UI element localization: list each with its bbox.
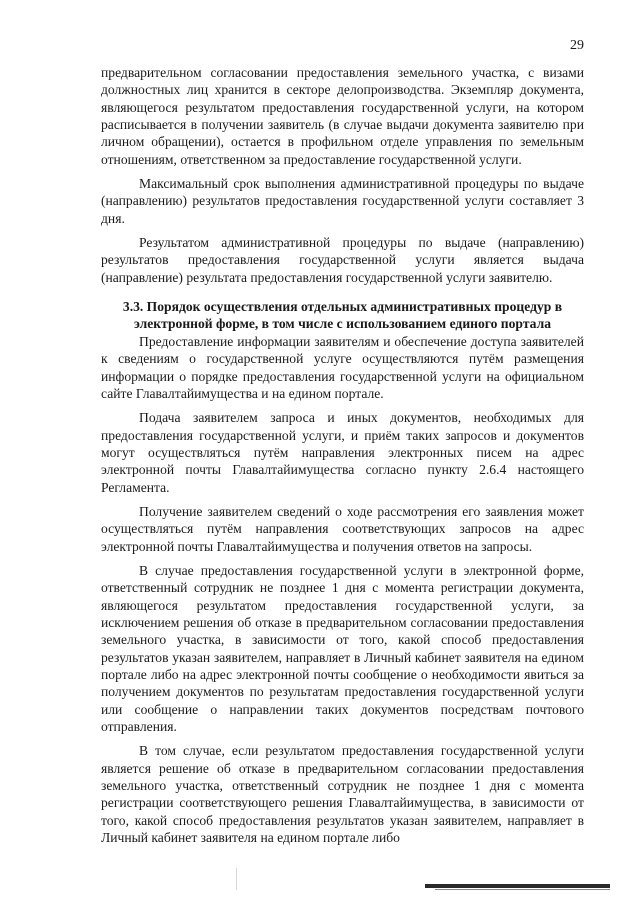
paragraph-max-term: Максимальный срок выполнения административной процедуры по выдаче (направлению) результатов предоставления государственной услуги составляет 3 дня. [101,176,584,226]
paragraph-submission: Подача заявителем запроса и иных документов, необходимых для предоставления государственной услуги, и приём таких запросов и документов могут осуществляться путём направления электронных писем на адрес электронной почты Главалтайимущества согласно пункту 2.6.4 настоящего Регламента. [101,410,584,495]
section-heading: 3.3. Порядок осуществления отдельных административных процедур в электронной форме, в том числе с использованием единого портала [122,299,563,332]
paragraph-result: Результатом административной процедуры по выдаче (направлению) результатов предоставления государственной услуги является выдача (направление) результата предоставления государственной услуги заявителю. [101,235,584,285]
paragraph-status-info: Получение заявителем сведений о ходе рассмотрения его заявления может осуществляться путём направления соответствующих запросов на адрес электронной почты Главалтайимущества и получения ответов на запросы. [101,503,584,554]
paragraph-continuation: предварительном согласовании предоставления земельного участка, с визами должностных лиц хранится в секторе делопроизводства. Экземпляр документа, являющегося результатом предоставления государственной услуги, на котором расписывается в получении заявитель (в случае выдачи документа заявителю при личном обращении), остается в профильном отделе управления по земельным отношениям, ответственном за предоставление государственной услуги. [101,65,584,167]
document-body [101,64,584,853]
bottom-rule-thin [435,889,610,890]
paragraph-info-access: Предоставление информации заявителям и обеспечение доступа заявителей к сведениям о государственной услуге осуществляются путём размещения информации о порядке предоставления государственной услуги на официальном сайте Главалтайимущества и на едином портале. [101,333,584,401]
bottom-rule [425,884,610,888]
page-number: 29 [570,38,584,53]
paragraph-electronic-case: В случае предоставления государственной услуги в электронной форме, ответственный сотрудник не позднее 1 дня с момента регистрации документа, являющегося результатом предоставления государственной услуги, за исключением решения об отказе в предварительном согласовании предоставления земельного участка, в зависимости от того, какой способ предоставления результатов указан заявителем, направляет в Личный кабинет заявителя на едином портале либо на адрес электронной почты сообщение о необходимости явиться за получением документов по результатам предоставления государственной услуги или сообщение о направлении таких документов посредствам почтового отправления. [101,562,584,735]
paragraph-refusal-case: В том случае, если результатом предоставления государственной услуги является решение об отказе в предварительном согласовании предоставления земельного участка, ответственный сотрудник не позднее 1 дня с момента регистрации соответствующего решения Главалтайимущества, в зависимости от того, какой способ предоставления результатов указан заявителем, направляет в Личный кабинет заявителя на едином портале либо [101,743,584,846]
scan-mark [236,868,237,890]
